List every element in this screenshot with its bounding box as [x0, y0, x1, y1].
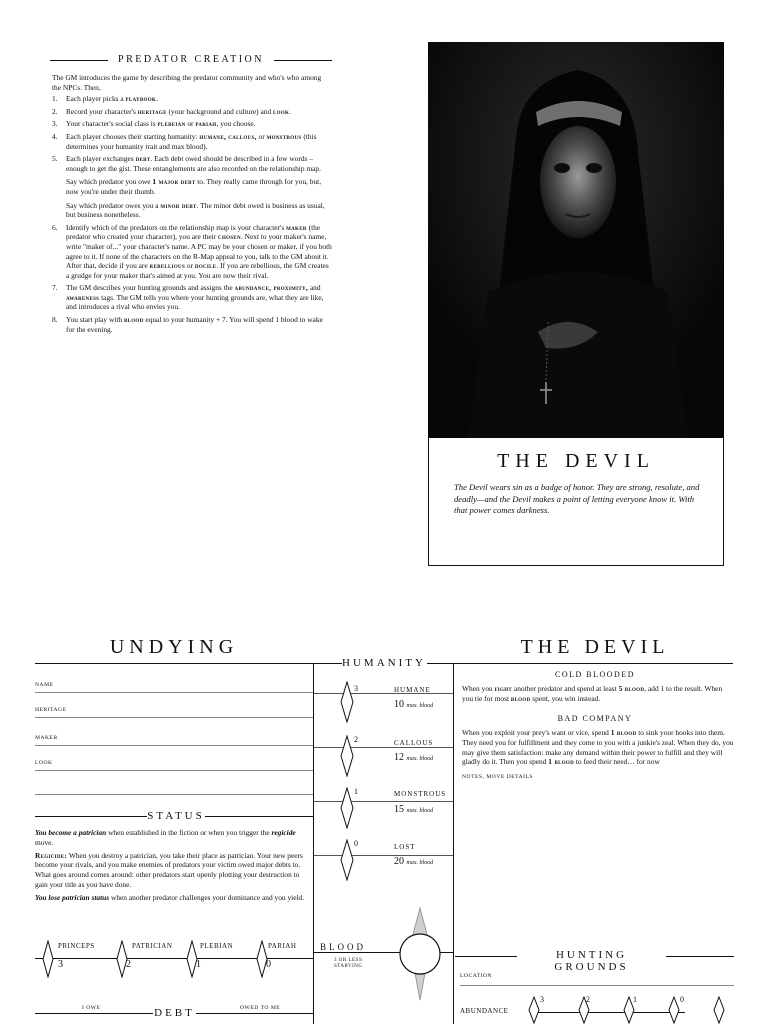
status-title: STATUS [147, 810, 205, 822]
abundance-value-3: 3 [540, 995, 544, 1004]
humanity-value-callous: 2 [354, 735, 358, 744]
status-label-plebian: PLEBIAN [200, 942, 234, 950]
look-field[interactable] [35, 770, 313, 771]
humanity-title: HUMANITY [342, 657, 426, 669]
humanity-label-monstrous: MONSTROUS [394, 790, 447, 798]
debt-title: DEBT [154, 1007, 195, 1019]
blood-tracker[interactable] [396, 906, 444, 1002]
notes-label: NOTES, MOVE DETAILS [462, 774, 534, 780]
humanity-diamond-lost[interactable] [340, 839, 354, 881]
status-diamond-princeps[interactable] [42, 940, 54, 978]
sheet-top-rule-left [35, 663, 342, 664]
status-value-princeps: 3 [58, 959, 63, 970]
status-become-patrician: You become a patrician when established in the fiction or when you trigger the regicide move. [35, 828, 296, 847]
step-5: 5. Each player exchanges debt. Each debt owed should be described in a few words – enough to get the gist. These entanglements are also recorded on the relationship map. Say which predator you owe 1 major debt to. They really came through for you, but, now you're under their thumb. Say which predator owes you a minor debt. The minor debt owed is business as usual, but business nonetheless. [52, 154, 332, 220]
field-label-look: LOOK [35, 760, 53, 766]
humanity-diamond-monstrous[interactable] [340, 787, 354, 829]
humanity-max-lost: 20 max. blood [394, 856, 434, 867]
devil-illustration [428, 42, 724, 438]
playbook-card [428, 42, 724, 566]
move-cold-blooded-title: COLD BLOODED [555, 670, 635, 679]
move-bad-company-title: BAD COMPANY [557, 714, 633, 723]
humanity-value-monstrous: 1 [354, 787, 358, 796]
abundance-label: ABUNDANCE [460, 1007, 509, 1015]
humanity-label-callous: CALLOUS [394, 739, 434, 747]
humanity-label-humane: HUMANE [394, 686, 431, 694]
humanity-label-lost: LOST [394, 843, 416, 851]
debt-rule-left [35, 1013, 153, 1014]
abundance-value-1: 1 [633, 995, 637, 1004]
field-label-maker: MAKER [35, 735, 58, 741]
maker-field[interactable] [35, 745, 313, 746]
card-title: THE DEVIL [497, 450, 655, 472]
debt-rule-right [196, 1013, 313, 1014]
hunting-rule-right [666, 956, 734, 957]
status-rule-left [35, 816, 147, 817]
field-label-name: NAME [35, 682, 54, 688]
abundance-value-2: 2 [586, 995, 590, 1004]
status-value-plebian: 1 [196, 959, 201, 970]
status-label-patrician: PATRICIAN [132, 942, 173, 950]
card-description: The Devil wears sin as a badge of honor. They are strong, resolute, and deadly—and the Devil makes a point of letting everyone know it. With that power comes darkness. [454, 482, 700, 516]
sheet-top-rule-right [427, 663, 733, 664]
step-5-minor-debt: Say which predator owes you a minor debt. The minor debt owed is business as usual, but business nonetheless. [66, 200, 325, 220]
abundance-value-0: 0 [680, 995, 684, 1004]
status-lose-patrician: You lose patrician status when another predator challenges your dominance and you yield. [35, 892, 305, 902]
hunting-rule-left [455, 956, 517, 957]
move-cold-blooded-text: When you fight another predator and spend at least 5 blood, add 1 to the result. When you tie for most blood spent, you win instead. [462, 684, 723, 703]
status-label-pariah: PARIAH [268, 942, 297, 950]
status-rules [35, 828, 307, 906]
location-label: LOCATION [460, 973, 492, 979]
game-title: UNDYING [109, 636, 239, 658]
notes-area[interactable] [462, 784, 734, 934]
debt-owed-to-me-label: OWED TO ME [240, 1005, 281, 1011]
abundance-diamond-3[interactable] [528, 996, 540, 1024]
status-value-patrician: 2 [126, 959, 131, 970]
abundance-track-line [535, 1012, 685, 1013]
humanity-max-callous: 12 max. blood [394, 752, 434, 763]
debt-i-owe-label: I OWE [82, 1005, 101, 1011]
status-value-pariah: 0 [266, 959, 271, 970]
predator-creation-body [52, 73, 332, 337]
nun-portrait-image [428, 42, 724, 438]
step-8: 8. You start play with blood equal to your humanity + 7. You will spend 1 blood to wake for the evening. [52, 315, 323, 334]
hunting-grounds-title: HUNTING GROUNDS [554, 949, 629, 973]
humanity-diamond-callous[interactable] [340, 735, 354, 777]
status-label-princeps: PRINCEPS [58, 942, 95, 950]
heritage-field[interactable] [35, 717, 313, 718]
step-2: 2. Record your character's heritage (your background and culture) and look. [52, 106, 292, 116]
blood-starving-note: 3 OR LESS: STARVING [334, 958, 365, 969]
step-6: 6. Identify which of the predators on the relationship map is your character's maker (the predator who created your character), you are their chosen. Next to your maker's name, write "maker of..." your character's name. A PC may be your chosen or maker, if you both agree to it. If none of the characters on the R-Map appeal to you, talk to the GM about it. After that, decide if you are rebellious or docile. If you are rebellious, the GM creates a grudge for your maker that's aimed at you. You are now their rival. [52, 222, 332, 280]
predator-creation-title: PREDATOR CREATION [50, 54, 332, 65]
abundance-diamond-extra[interactable] [713, 996, 725, 1024]
status-regicide: Regicide: When you destroy a patrician, you take their place as patrician. Your new peers become your rivals, and you make enemies of predators your victim owed major debts to. What goes around comes around: other predators start openly plotting your destruction to gain your title as you have done. [35, 850, 303, 889]
step-4: 4. Each player chooses their starting humanity: humane, callous, or monstrous (this determines your humanity trait and max blood). [52, 131, 317, 151]
predator-creation-intro: The GM introduces the game by describing the predator community and who's who among the NPCs. Then, [52, 73, 322, 92]
humanity-max-humane: 10 max. blood [394, 699, 434, 710]
step-1: 1. Each player picks a playbook. [52, 94, 158, 104]
humanity-track [314, 663, 453, 933]
status-track [38, 940, 313, 980]
location-field[interactable] [460, 985, 734, 986]
abundance-diamond-0[interactable] [668, 996, 680, 1024]
column-divider-right [453, 663, 454, 1024]
humanity-diamond-humane[interactable] [340, 681, 354, 723]
humanity-value-lost: 0 [354, 839, 358, 848]
predator-creation-steps [52, 94, 332, 334]
step-5-major-debt: Say which predator you owe 1 major debt to. They really came through for you, but, now you're under their thumb. [66, 177, 322, 196]
field-label-heritage: HERITAGE [35, 707, 67, 713]
playbook-title: THE DEVIL [520, 636, 670, 658]
step-7: 7. The GM describes your hunting grounds and assigns the abundance, proximity, and awareness tags. The GM tells you where your hunting grounds are, what they are like, and introduces a rival who envies you. [52, 283, 324, 312]
humanity-value-humane: 3 [354, 684, 358, 693]
move-bad-company-text: When you exploit your prey's want or vice, spend 1 blood to sink your hooks into them. They need you for fulfillment and they come to you with a junkie's zeal. When they do, you may give them satisfaction: make any demand within their power to fulfill and they will gladly do it. Then you spend 1 blood to feed their need… for now [462, 728, 734, 767]
look-field-extra[interactable] [35, 794, 313, 795]
name-field[interactable] [35, 692, 313, 693]
step-3: 3. Your character's social class is plebeian or pariah, you choose. [52, 119, 256, 129]
blood-title: BLOOD [320, 942, 366, 952]
humanity-max-monstrous: 15 max. blood [394, 804, 434, 815]
status-rule-right [205, 816, 313, 817]
